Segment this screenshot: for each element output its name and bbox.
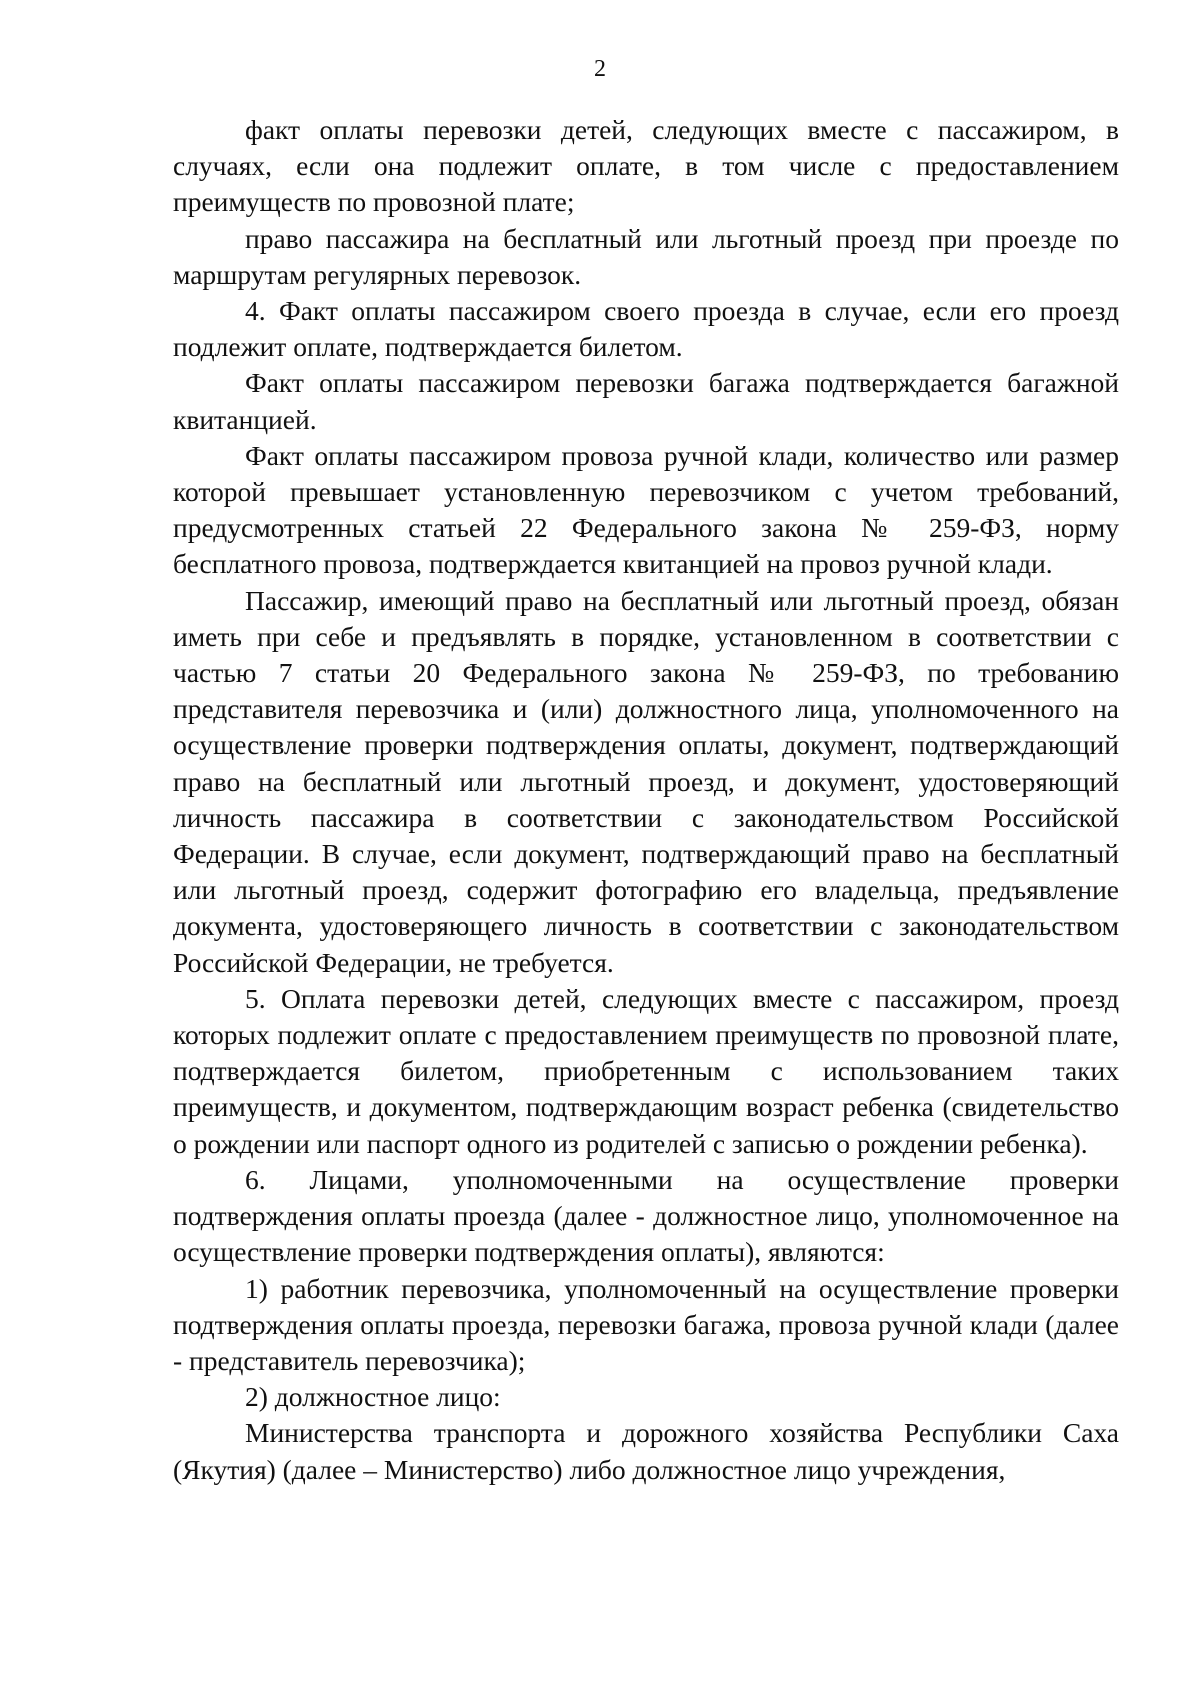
paragraph-hand-luggage-receipt: Факт оплаты пассажиром провоза ручной клади, количество или размер которой превышает установленную перевозчиком с учетом требований, предусмотренных статьей 22 Федерального закона № 259-ФЗ, норму бесплатного провоза, подтверждается квитанцией на провоз ручной клади. xyxy=(173,439,1119,580)
paragraph-subitem-2-official: 2) должностное лицо: xyxy=(245,1381,501,1413)
paragraph-item-5-children-payment: 5. Оплата перевозки детей, следующих вместе с пассажиром, проезд которых подлежит оплате с предоставлением преимуществ по провозной плате, подтверждается билетом, приобретенным с использованием таких преимуществ, и документом, подтверждающим возраст ребенка (свидетельство о рождении или паспорт одного из родителей с записью о рождении ребенка). xyxy=(173,982,1119,1159)
paragraph-subitem-1-carrier-employee: 1) работник перевозчика, уполномоченный на осуществление проверки подтверждения оплаты проезда, перевозки багажа, провоза ручной клади (далее - представитель перевозчика); xyxy=(173,1272,1119,1376)
paragraph-item-6-authorized-persons: 6. Лицами, уполномоченными на осуществление проверки подтверждения оплаты проезда (далее - должностное лицо, уполномоченное на осуществление проверки подтверждения оплаты), являются: xyxy=(173,1163,1119,1268)
paragraph-benefit-documents: Пассажир, имеющий право на бесплатный или льготный проезд, обязан иметь при себе и предъявлять в порядке, установленном в соответствии с частью 7 статьи 20 Федерального закона № 259-ФЗ, по требованию представителя перевозчика и (или) должностного лица, уполномоченного на осуществление проверки подтверждения оплаты, документ, подтверждающий право на бесплатный или льготный проезд, и документ, удостоверяющий личность пассажира в соответствии с законодательством Российской Федерации. В случае, если документ, подтверждающий право на бесплатный или льготный проезд, содержит фотографию его владельца, предъявление документа, удостоверяющего личность в соответствии с законодательством Российской Федерации, не требуется. xyxy=(173,584,1119,978)
paragraph-item-4-ticket: 4. Факт оплаты пассажиром своего проезда в случае, если его проезд подлежит оплате, подтверждается билетом. xyxy=(173,295,1119,363)
paragraph-children-payment-fact: факт оплаты перевозки детей, следующих вместе с пассажиром, в случаях, если она подлежит оплате, в том числе с предоставлением преимуществ по провозной плате; xyxy=(173,114,1119,218)
paragraph-ministry: Министерства транспорта и дорожного хозяйства Республики Саха (Якутия) (далее – Министерство) либо должностное лицо учреждения, xyxy=(173,1417,1119,1485)
document-body xyxy=(173,112,1119,1488)
paragraph-free-travel-right: право пассажира на бесплатный или льготный проезд при проезде по маршрутам регулярных перевозок. xyxy=(173,222,1119,290)
paragraph-baggage-receipt: Факт оплаты пассажиром перевозки багажа подтверждается багажной квитанцией. xyxy=(173,367,1119,435)
page-number: 2 xyxy=(594,56,606,82)
